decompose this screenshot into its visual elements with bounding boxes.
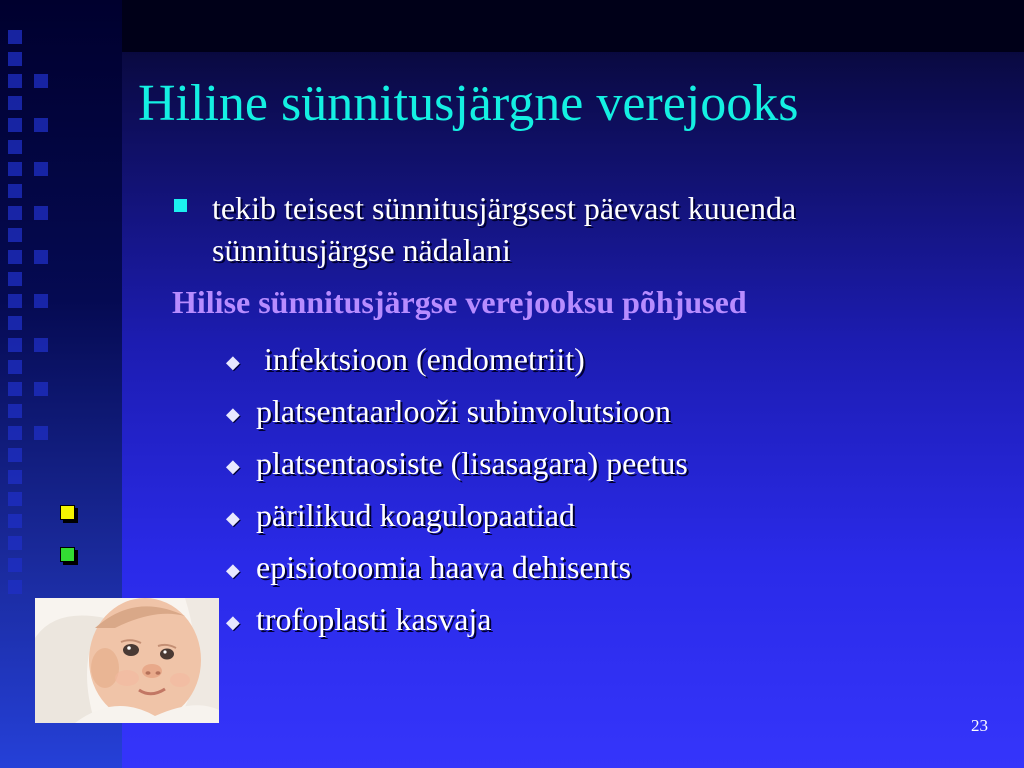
list-item [226, 593, 688, 645]
list-item [226, 333, 688, 385]
causes-subheading: Hilise sünnitusjärgse verejooksu põhjused [172, 284, 747, 320]
cause-text: trofoplasti kasvaja [256, 600, 492, 637]
main-bullet-text: tekib teisest sünnitusjärgsest päevast kuuenda sünnitusjärgse nädalani [212, 190, 797, 268]
slide-title: Hiline sünnitusjärgne verejooks [138, 75, 799, 132]
list-item [226, 385, 688, 437]
slide-number: 23 [971, 716, 988, 735]
cause-text: pärilikud koagulopaatiad [256, 496, 576, 533]
diamond-bullet-icon: ◆ [226, 612, 240, 632]
list-item [226, 437, 688, 489]
green-square-icon [60, 547, 75, 562]
diamond-bullet-icon: ◆ [226, 456, 240, 476]
diamond-bullet-icon: ◆ [226, 404, 240, 424]
cause-text: platsentaosiste (lisasagara) peetus [256, 444, 688, 481]
list-item [226, 489, 688, 541]
yellow-square-icon [60, 505, 75, 520]
cause-text: infektsioon (endometriit) [256, 340, 585, 377]
cause-text: episiotoomia haava dehisents [256, 548, 632, 585]
main-bullet-point [172, 187, 972, 271]
diamond-bullet-icon: ◆ [226, 508, 240, 528]
baby-photo [35, 598, 219, 723]
cause-text: platsentaarlooži subinvolutsioon [256, 392, 672, 429]
square-bullet-icon [174, 199, 187, 212]
diamond-bullet-icon: ◆ [226, 352, 240, 372]
top-dark-bar [122, 0, 1024, 52]
causes-list [226, 333, 688, 645]
baby-face-illustration [35, 598, 219, 723]
diamond-bullet-icon: ◆ [226, 560, 240, 580]
list-item [226, 541, 688, 593]
